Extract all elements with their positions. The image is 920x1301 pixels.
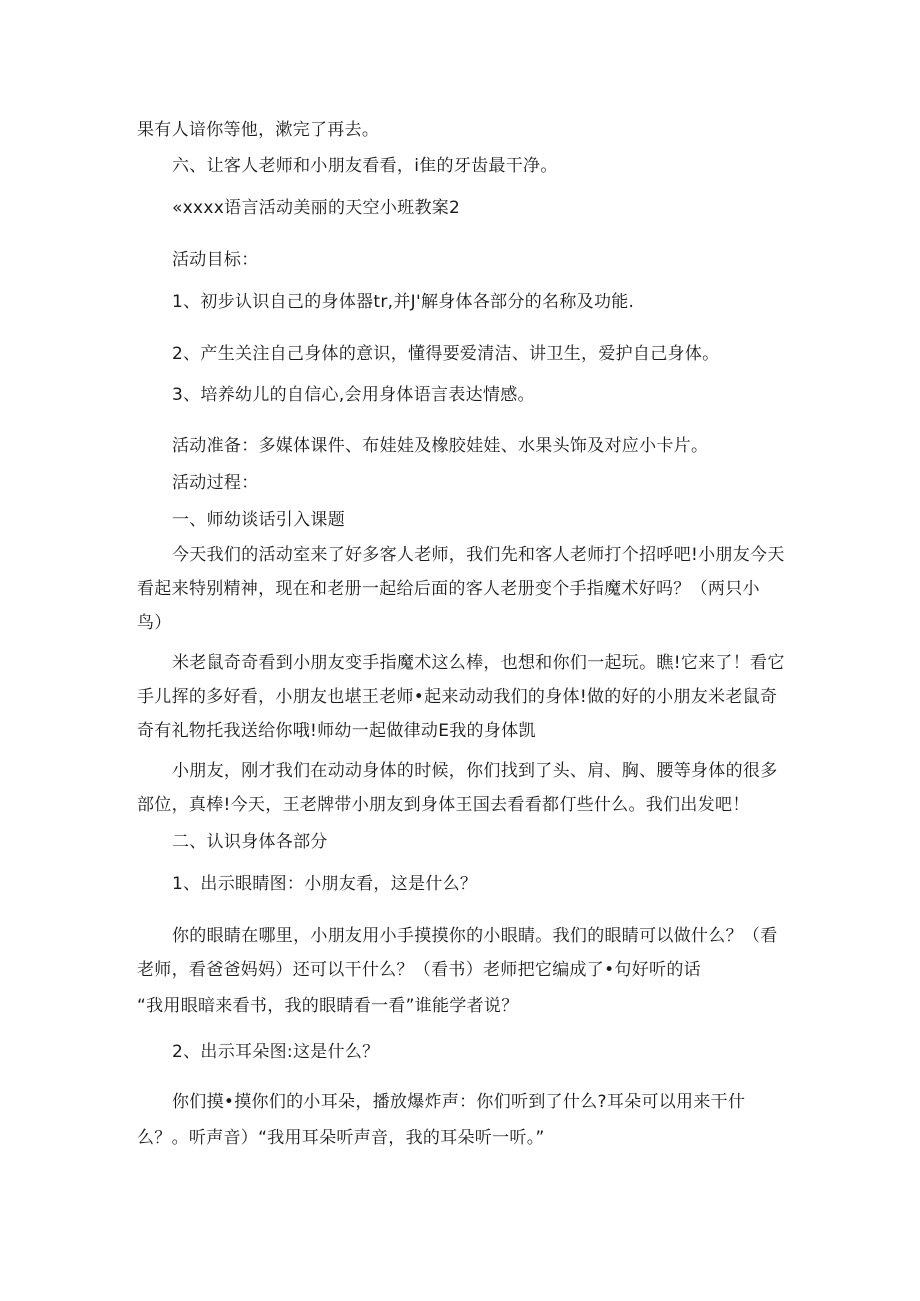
text-line: 看起来特别精神，现在和老册一起给后面的客人老册变个手指魔术好吗？（两只小 [137,579,760,599]
list-item: 2、产生关注自己身体的意识，懂得要爱清洁、讲卫生，爱护自己身体。 [172,344,720,364]
text-line: 活动准备：多媒体课件、布娃娃及橡胶娃娃、水果头饰及对应小卡片。 [172,436,709,456]
text-line: 1、出示眼睛图：小朋友看，这是什么？ [172,874,478,894]
list-item: 3、培养幼儿的自信心,会用身体语言表达情感。 [172,385,535,405]
text-line: 鸟） [137,613,172,633]
subheading: 二、认识身体各部分 [172,832,328,852]
text-line: 手儿挥的多好看，小朋友也堪王老师•起来动动我们的身体!做的好的小朋友米老鼠奇 [137,687,778,707]
subheading: 一、师幼谈话引入课题 [172,510,345,530]
text-line: 你们摸•摸你们的小耳朵，播放爆炸声：你们听到了什么?耳朵可以用来干什 [172,1092,746,1112]
text-line: 米老鼠奇奇看到小朋友变手指魔术这么棒，也想和你们一起玩。瞧!它来了！看它 [172,653,785,673]
section-title: «xxxx语言活动美丽的天空小班教案2 [172,198,461,218]
list-item: 1、初步认识自己的身体器tr,并J'解身体各部分的名称及功能. [172,292,635,312]
text-line: 今天我们的活动室来了好多客人老师，我们先和客人老师打个招呼吧!小朋友今天 [172,545,785,565]
text-line: 六、让客人老师和小朋友看看，i隹的牙齿最干净。 [172,156,558,176]
heading-activity-goals: 活动目标： [172,250,259,270]
text-line: 小朋友，刚才我们在动动身体的时候，你们找到了头、肩、胸、腰等身体的很多 [172,761,778,781]
text-line: 部位，真棒!今天，王老牌带小朋友到身体王国去看看都仃些什么。我们出发吧！ [137,795,750,815]
text-line: 2、出示耳朵图:这是什么？ [172,1042,380,1062]
text-line: 你的眼睛在哪里，小朋友用小手摸摸你的小眼睛。我们的眼睛可以做什么？（看 [172,926,778,946]
text-line: 果有人谙你等他，漱完了再去。 [137,120,380,140]
text-line: 奇有礼物托我送给你哦!师幼一起做律动E我的身体凯 [137,721,536,741]
text-line: 老师，看爸爸妈妈）还可以干什么？（看书）老师把它编成了•句好听的话 [137,960,701,980]
heading-activity-process: 活动过程： [172,473,259,493]
text-line: “我用眼暗来看书，我的眼睛看一看”谁能学者说？ [137,996,519,1016]
text-line: 么？。听声音）“我用耳朵听声音，我的耳朵听一听。” [137,1128,545,1148]
